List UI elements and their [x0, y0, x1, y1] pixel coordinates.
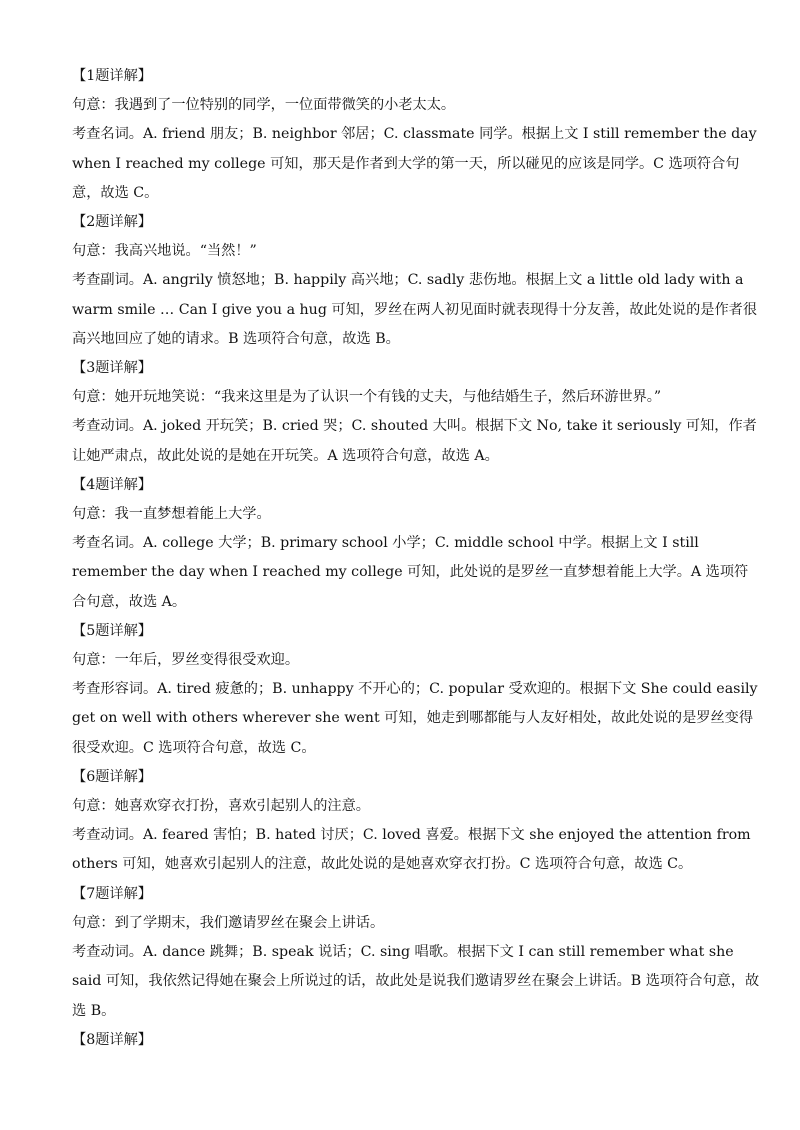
q3-explanation: 考查动词。A. joked 开玩笑；B. cried 哭；C. shouted 大叫。根据下文 No, take it seriously 可知，作者让她严肃点，故此处说的是她在开玩笑。A 选项符合句意，故选 A。 [72, 418, 757, 464]
q1-meaning: 句意：我遇到了一位特别的同学，一位面带微笑的小老太太。 [72, 97, 456, 114]
q4-explanation: 考查名词。A. college 大学；B. primary school 小学；C. middle school 中学。根据上文 I still remember the day when I reached my college 可知，此处说的是罗丝一直梦想着能上大学。A 选项符合句意，故选 A。 [72, 535, 749, 610]
q7-meaning: 句意：到了学期末，我们邀请罗丝在聚会上讲话。 [72, 914, 385, 931]
q1-explanation: 考查名词。A. friend 朋友；B. neighbor 邻居；C. classmate 同学。根据上文 I still remember the day when I reached my college 可知，那天是作者到大学的第一天，所以碰见的应该是同学。C 选项符合句意，故选 C。 [72, 126, 757, 201]
q7-heading: 【7题详解】 [72, 885, 152, 902]
q2-heading: 【2题详解】 [72, 214, 152, 231]
q7-explanation: 考查动词。A. dance 跳舞；B. speak 说话；C. sing 唱歌。根据下文 I can still remember what she said 可知，我依然记得她在聚会上所说过的话，故此处是说我们邀请罗丝在聚会上讲话。B 选项符合句意，故选 B。 [72, 944, 760, 1019]
q5-heading: 【5题详解】 [72, 622, 152, 639]
q3-meaning: 句意：她开玩地笑说：“我来这里是为了认识一个有钱的丈夫，与他结婚生子，然后环游世界。” [72, 389, 662, 406]
q5-meaning: 句意：一年后，罗丝变得很受欢迎。 [72, 652, 300, 669]
q3-heading: 【3题详解】 [72, 360, 152, 377]
q4-heading: 【4题详解】 [72, 476, 152, 493]
q6-meaning: 句意：她喜欢穿衣打扮，喜欢引起别人的注意。 [72, 798, 370, 815]
q6-explanation: 考查动词。A. feared 害怕；B. hated 讨厌；C. loved 喜爱。根据下文 she enjoyed the attention from others 可知，她喜欢引起别人的注意，故此处说的是她喜欢穿衣打扮。C 选项符合句意，故选 C。 [72, 827, 751, 873]
q6-heading: 【6题详解】 [72, 768, 152, 785]
q2-meaning: 句意：我高兴地说。“当然！” [72, 243, 257, 260]
q8-heading: 【8题详解】 [72, 1031, 152, 1048]
q2-explanation: 考查副词。A. angrily 愤怒地；B. happily 高兴地；C. sadly 悲伤地。根据上文 a little old lady with a warm smile … Can I give you a hug 可知，罗丝在两人初见面时就表现得十分友善，故此处说的是作者很高兴地回应了她的请求。B 选项符合句意，故选 B。 [72, 272, 758, 347]
q4-meaning: 句意：我一直梦想着能上大学。 [72, 506, 271, 523]
q1-heading: 【1题详解】 [72, 68, 152, 84]
q5-explanation: 考查形容词。A. tired 疲惫的；B. unhappy 不开心的；C. popular 受欢迎的。根据下文 She could easily get on well with others wherever she went 可知，她走到哪都能与人友好相处，故此处说的是罗丝变得很受欢迎。C 选项符合句意，故选 C。 [72, 681, 758, 756]
